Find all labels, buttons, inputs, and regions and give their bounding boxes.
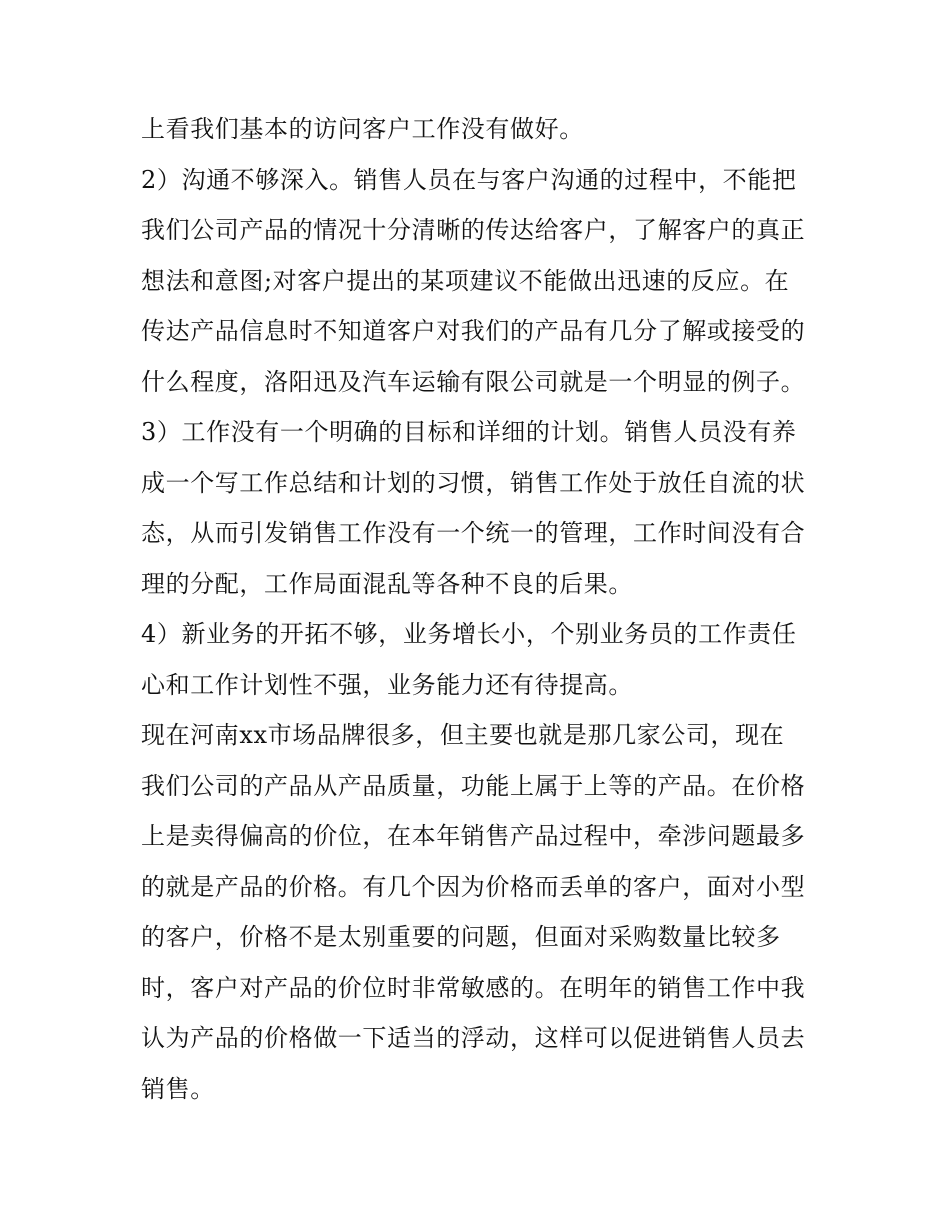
text-line: 4）新业务的开拓不够，业务增长小，个别业务员的工作责任 (141, 620, 797, 648)
text-line: 3）工作没有一个明确的目标和详细的计划。销售人员没有养 (141, 418, 797, 446)
text-line: 上看我们基本的访问客户工作没有做好。 (141, 115, 584, 143)
text-line: 上是卖得偏高的价位，在本年销售产品过程中，牵涉问题最多 (141, 822, 806, 850)
text-line: 现在河南xx市场品牌很多，但主要也就是那几家公司，现在 (141, 721, 785, 749)
text-line: 认为产品的价格做一下适当的浮动，这样可以促进销售人员去 (141, 1024, 806, 1052)
text-line: 成一个写工作总结和计划的习惯，销售工作处于放任自流的状 (141, 468, 806, 497)
text-line: 想法和意图;对客户提出的某项建议不能做出迅速的反应。在 (141, 266, 790, 295)
text-line: 心和工作计划性不强，业务能力还有待提高。 (141, 670, 633, 699)
text-line: 的就是产品的价格。有几个因为价格而丢单的客户，面对小型 (141, 872, 806, 901)
text-line: 态，从而引发销售工作没有一个统一的管理，工作时间没有合 (141, 519, 806, 547)
text-line: 我们公司的产品从产品质量，功能上属于上等的产品。在价格 (141, 771, 806, 800)
body-text (141, 104, 821, 1114)
text-line: 传达产品信息时不知道客户对我们的产品有几分了解或接受的 (141, 317, 806, 345)
text-line: 理的分配，工作局面混乱等各种不良的后果。 (141, 569, 633, 598)
text-line: 销售。 (141, 1074, 215, 1103)
text-line: 时，客户对产品的价位时非常敏感的。在明年的销售工作中我 (141, 973, 806, 1002)
text-line: 的客户，价格不是太别重要的问题，但面对采购数量比较多 (141, 923, 781, 951)
text-line: 什么程度，洛阳迅及汽车运输有限公司就是一个明显的例子。 (141, 367, 806, 396)
text-line: 2）沟通不够深入。销售人员在与客户沟通的过程中，不能把 (141, 165, 797, 194)
text-line: 我们公司产品的情况十分清晰的传达给客户，了解客户的真正 (141, 216, 806, 244)
